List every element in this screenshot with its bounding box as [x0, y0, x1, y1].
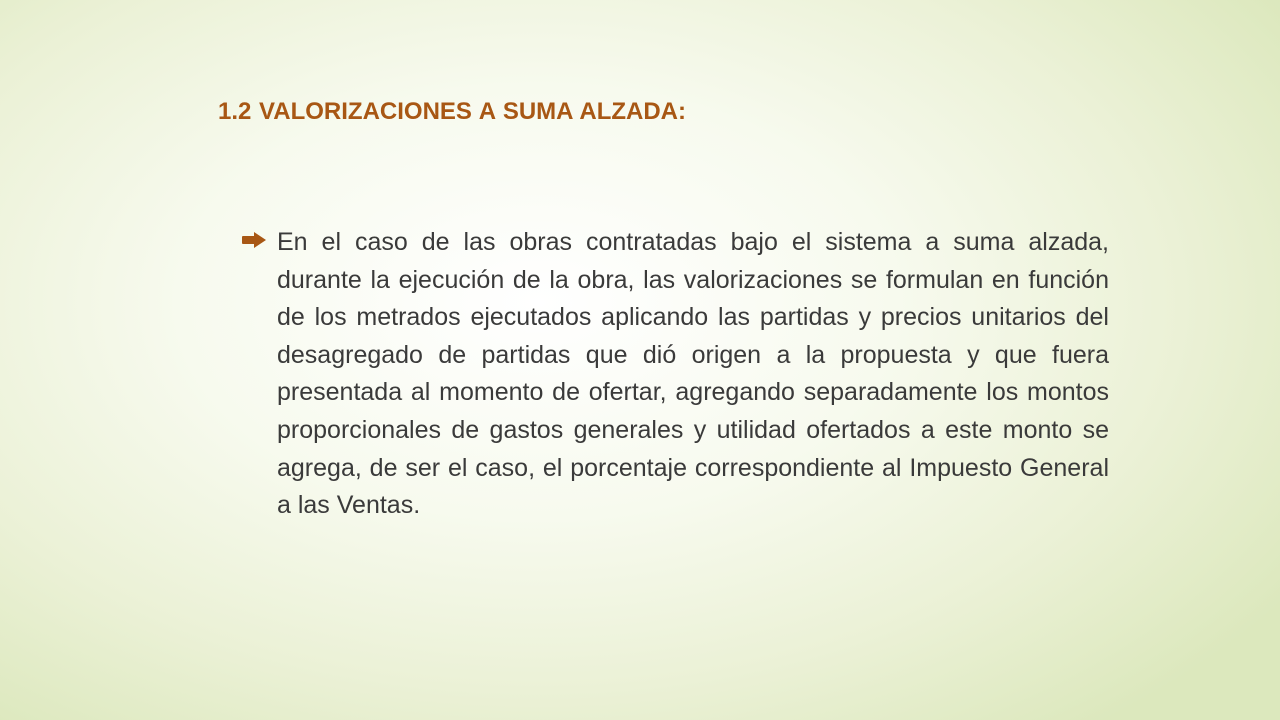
arrow-right-icon — [241, 232, 267, 248]
slide-title: 1.2 VALORIZACIONES A SUMA ALZADA: — [218, 98, 687, 125]
bullet-text: En el caso de las obras contratadas bajo el sistema a suma alzada, durante la ejecución de la obra, las valorizaciones se formulan en función de los metrados ejecutados aplicando las partidas y precios unitarios del desagregado de partidas que dió origen a la propuesta y que fuera presentada al momento de ofertar, agregando separadamente los montos proporcionales de gastos generales y utilidad ofertados a este monto se agrega, de ser el caso, el porcentaje correspondiente al Impuesto General a las Ventas. — [277, 228, 1109, 520]
bullet-item — [241, 224, 1109, 525]
